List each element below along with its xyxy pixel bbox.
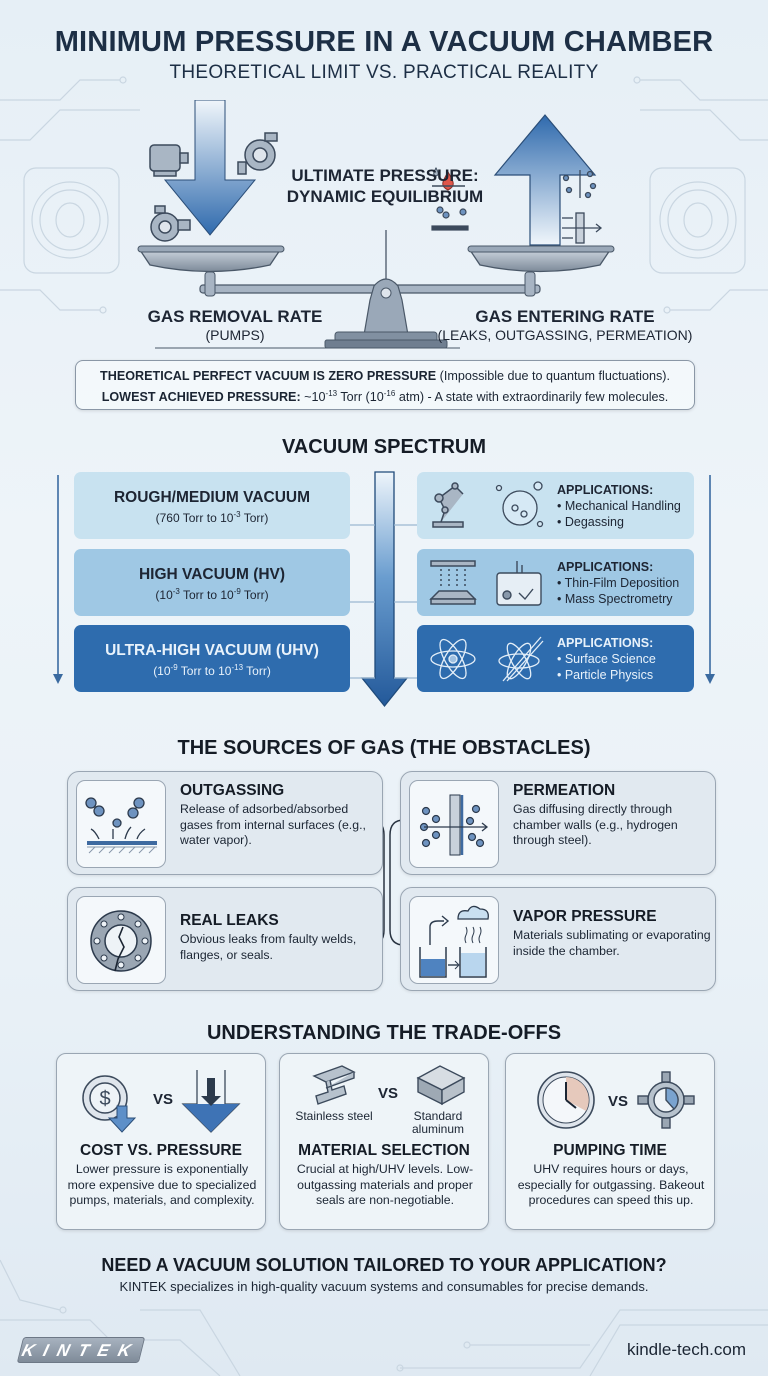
svg-text:VS: VS [607,1093,629,1110]
particle-collision-icon [499,637,543,682]
ultimate-pressure-label: ULTIMATE PRESSURE: DYNAMIC EQUILIBRIUM [286,166,484,206]
mass-spectrometer-icon [497,561,541,605]
outgassing-icon [432,207,468,230]
perfect-vacuum-info-box: THEORETICAL PERFECT VACUUM IS ZERO PRESSURE (Impossible due to quantum fluctuations). LOWEST ACHIEVED PRESSURE: $\sim 10^{-13}$ Torr ($10^{-16}$ atm) - A state with extraordinarily few molecules. [75,360,695,410]
permeation-icon [409,780,499,868]
atom-icon [431,636,475,682]
robot-arm-icon [433,483,463,527]
spectrum-level-uhv: ULTRA-HIGH VACUUM (UHV) ($10^{-9}$ Torr to $10^{-13}$ Torr) [74,625,350,692]
dollar-coin-icon [83,1076,135,1132]
degassing-bubble-icon [497,482,543,527]
turbo-pump-icon [238,133,277,174]
source-card-outgassing: OUTGASSING Release of adsorbed/absorbed gases from internal surfaces (e.g., water vapor). [67,771,383,875]
page-subtitle: THEORETICAL LIMIT VS. PRACTICAL REALITY [169,62,599,83]
applications-rough: APPLICATIONS: • Mechanical Handling • Degassing [417,472,694,539]
pressure-down-arrow-icon [183,1070,239,1132]
aluminum-block-icon [418,1066,464,1104]
tradeoff-card-material: VS Stainless steel Standard aluminum MATERIAL SELECTION Crucial at high/UHV levels. Low-outgassing materials and proper seals are non-negotiable. [279,1053,489,1230]
gas-removal-label: GAS REMOVAL RATE (PUMPS) [147,307,323,343]
stainless-steel-caption: Stainless steel [295,1109,373,1123]
source-card-vapor-pressure: VAPOR PRESSURE Materials sublimating or evaporating inside the chamber. [400,887,716,991]
cta-description: KINTEK specializes in high-quality vacuum systems and consumables for precise demands. [119,1279,649,1294]
outgassing-icon [76,780,166,868]
tradeoff-card-cost: $ VS COST VS. PRESSURE Lower pressure is exponentially more expensive due to specialized pumps, materials, and complexity. [56,1053,266,1230]
svg-text:$: $ [99,1088,111,1110]
spectrum-level-rough: ROUGH/MEDIUM VACUUM (760 Torr to $10^{-3}$ Torr) [74,472,350,539]
website-link[interactable]: kindle-tech.com [626,1340,746,1359]
aluminum-caption: Standard aluminum [411,1109,465,1136]
stainless-steel-ibeam-icon [314,1066,354,1104]
tradeoff-card-pumping-time: VS PUMPING TIME UHV requires hours or days, especially for outgassing. Bakeout procedures can speed this up. [505,1053,715,1230]
flange-leak-icon [76,896,166,984]
cta-heading: NEED A VACUUM SOLUTION TAILORED TO YOUR APPLICATION? [101,1255,667,1275]
clock-icon [538,1072,594,1128]
spectrum-level-high: HIGH VACUUM (HV) ($10^{-3}$ Torr to $10^{-9}$ Torr) [74,549,350,616]
thin-film-deposition-icon [431,561,475,604]
gas-entering-label: GAS ENTERING RATE (LEAKS, OUTGASSING, PERMEATION) [437,307,693,343]
applications-high: APPLICATIONS: • Thin-Film Deposition • Mass Spectrometry [417,549,694,616]
motor-pump-icon [150,145,188,176]
kintek-logo[interactable]: KINTEK [17,1337,145,1363]
tradeoffs-heading: UNDERSTANDING THE TRADE-OFFS [206,1022,562,1044]
vacuum-chamber-port-icon [638,1072,694,1128]
svg-text:VS: VS [377,1085,399,1102]
diffusion-icon [562,213,601,243]
sources-heading: THE SOURCES OF GAS (THE OBSTACLES) [177,737,591,759]
svg-text:VS: VS [152,1091,174,1108]
source-card-permeation: PERMEATION Gas diffusing directly through chamber walls (e.g., hydrogen through steel). [400,771,716,875]
page-title: MINIMUM PRESSURE IN A VACUUM CHAMBER [54,26,714,58]
source-card-real-leaks: REAL LEAKS Obvious leaks from faulty welds, flanges, or seals. [67,887,383,991]
rotary-pump-icon [151,206,190,241]
applications-uhv: APPLICATIONS: • Surface Science • Particle Physics [417,625,694,692]
vacuum-spectrum-heading: VACUUM SPECTRUM [281,436,487,458]
vapor-pressure-icon [409,896,499,984]
